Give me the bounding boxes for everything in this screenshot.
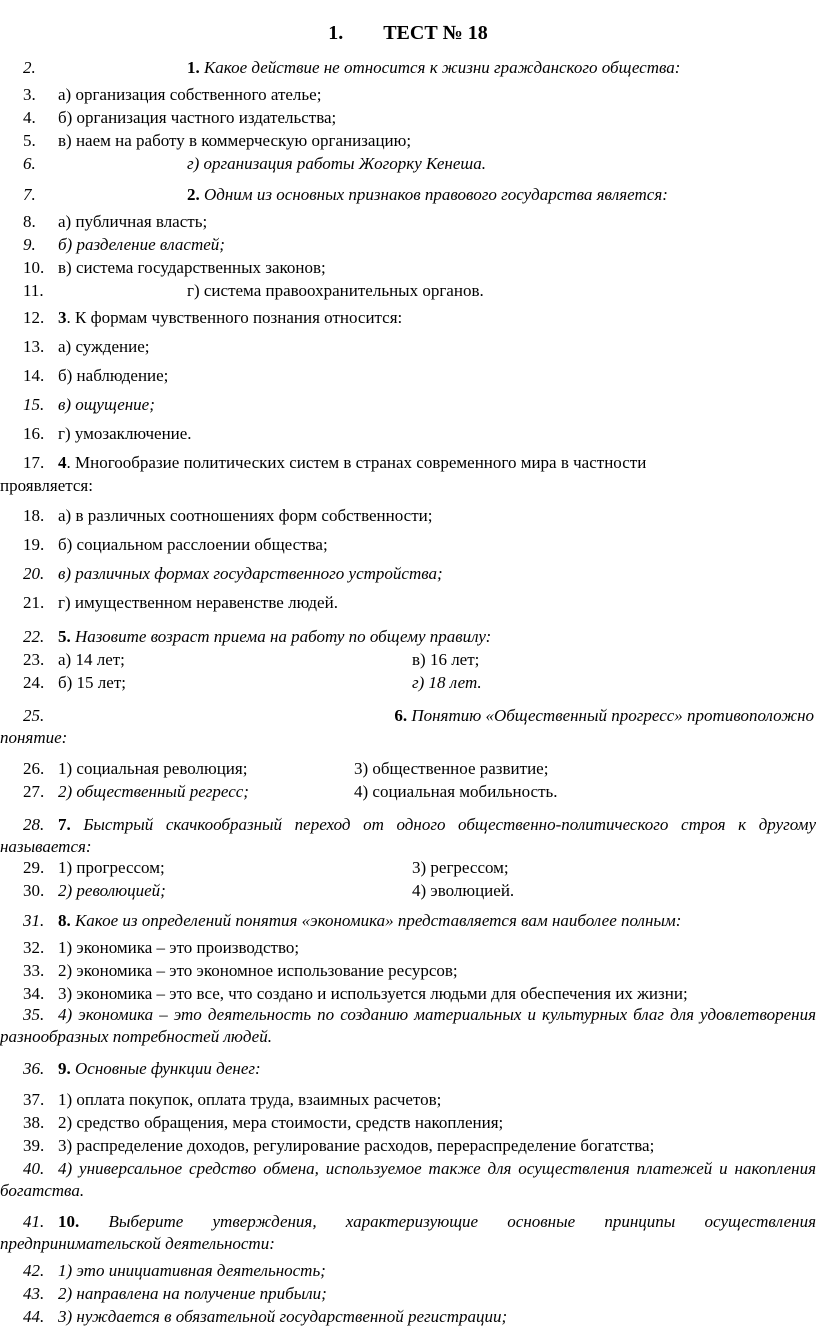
question-10: 41. 10. Выберите утверждения, характеризующие основные принципы осуществления предпринимательской деятельности: — [0, 1212, 816, 1253]
document-page: 1. ТЕСТ № 18 2. 1. Какое действие не относится к жизни гражданского общества: 3. а) организация собственного ателье; 4. б) организация частного издательства; 5. в) наем на работу в коммерческую организацию; 6. г) организация работы Жогорку Кенеша. 7. 2. Одним из основных признаков правового государства является: 8. а) публичная власть; 9. б) разделение властей; 10. в) система государственных законов; 11. г) система правоохранительных органов. 12. 3. К формам чувственного познания относится: 13. а) суждение; 14. б) наблюдение; 15. в) ощущение; 16. г) умозаключение. 17. 4. Многообразие политических систем в странах современного мира в частности проявляется: 18. а) в различных соотношениях форм собственности; 19. б) социальном расслоении общества; 20. в) различных формах государственного устройства; 21. г) имущественном неравенстве людей. 22. 5. Назовите возраст приема на работу по общему правилу: 23. а) 14 лет; в) 16 лет; 24. б) 15 лет; г) 18 лет. 25. 6. Понятию «Общественный прогресс» противоположно понятие: 26. 1) социальная революция; 3) общественное развитие; 27. 2) общественный регресс; 4) социальная мобильность. 28. 7. Быстрый скачкообразный переход от одного общественно-политического строя к другому называется: 29. 1) прогрессом; 3) регрессом; 30. 2) революцией; 4) эволюцией. 31. 8. Какое из определений понятия «экономика» представляется вам наиболее полным: 32. 1) экономика – это производство; 33. 2) экономика – это экономное использование ресурсов; 34. 3) экономика – это все, что создано и используется людьми для обеспечения их жизни; 35. 4) экономика – это деятельность по созданию материальных и культурных благ для удовлетворения разнообразных потребностей людей. 36. 9. Основные функции денег: 37. 1) оплата покупок, оплата труда, взаимных расчетов; 38. 2) средство обращения, мера стоимости, средств накопления; 39. 3) распределение доходов, регулирование расходов, перераспределение богатства; 40. 4) универсальное средство обмена, используемое также для осуществления платежей и накопления богатства. 41. 10. Выберите утверждения, характеризующие основные принципы осуществления предпринимательской деятельности: 42. 1) это инициативная деятельность; 43. 2) направлена на получение прибыли; 44. 3) нуждается в обязательной государственной регистрации; — [0, 22, 816, 1326]
correct-answer: 40. 4) универсальное средство обмена, используемое также для осуществления платежей и накопления богатства. — [0, 1159, 816, 1200]
test-title: 1. ТЕСТ № 18 — [328, 22, 488, 44]
question-7: 28. 7. Быстрый скачкообразный переход от одного общественно-политического строя к другому называется: — [0, 815, 816, 856]
correct-answer: 35. 4) экономика – это деятельность по созданию материальных и культурных благ для удовлетворения разнообразных потребностей людей. — [0, 1005, 816, 1046]
